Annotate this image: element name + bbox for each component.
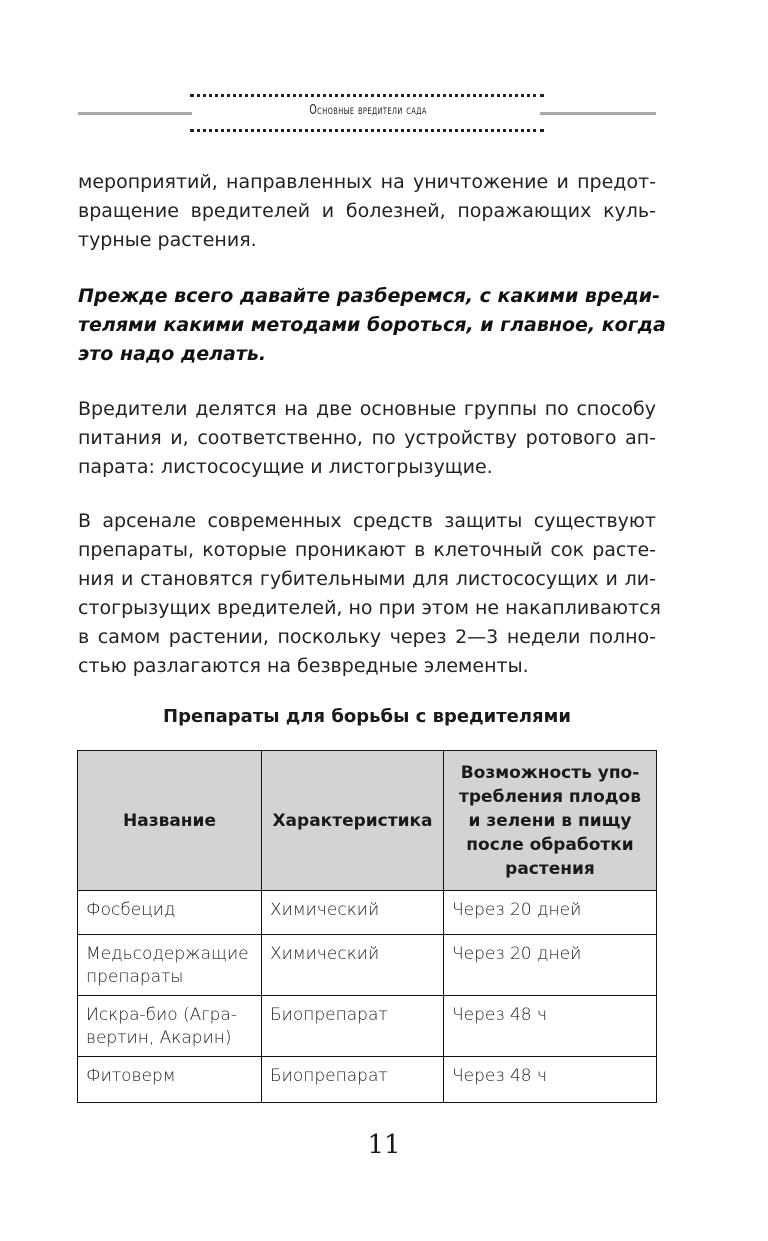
table-caption: Препараты для борьбы с вредителями [163, 706, 571, 727]
text-line: Прежде всего давайте разберемся, с какими вреди- [78, 285, 660, 307]
text-line: телями какими методами бороться, и главное, когда [78, 314, 666, 336]
text-line: питания и, соответственно, по устройству ротового ап- [78, 427, 656, 449]
cell-characteristic: Биопрепарат [262, 1057, 444, 1103]
header-dotted-line-bottom [190, 129, 544, 132]
cell-name: Медьсодержащие препараты [78, 935, 262, 996]
cell-characteristic: Биопрепарат [262, 996, 444, 1057]
cell-characteristic: Химический [262, 935, 444, 996]
text-line: В арсенале современных средств защиты существуют [78, 510, 656, 532]
text-line: это надо делать. [78, 343, 267, 365]
text-line: турные растения. [78, 229, 257, 251]
paragraph-pest-groups [78, 395, 656, 482]
paragraph-protection-means [78, 507, 661, 681]
table-row [78, 1057, 657, 1103]
cell-characteristic: Химический [262, 891, 444, 935]
cell-name: Фосбецид [78, 891, 262, 935]
header-rule-right [540, 112, 656, 115]
cell-consumption: Через 48 ч [444, 1057, 657, 1103]
column-header-consumption: Возможность упо- требления плодов и зелени в пищу после обработки растения [444, 751, 657, 891]
header-rule-left [78, 112, 192, 115]
text-line: Вредители делятся на две основные группы по способу [78, 398, 656, 420]
text-line: парата: листососущие и листогрызущие. [78, 456, 493, 478]
table-row [78, 891, 657, 935]
column-header-name: Название [78, 751, 262, 891]
text-line: ния и становятся губительными для листососущих и ли- [78, 568, 656, 590]
running-title: Основные вредители сада [309, 103, 427, 118]
cell-name: Фитоверм [78, 1057, 262, 1103]
table-row [78, 996, 657, 1057]
page-number: 11 [367, 1130, 401, 1160]
text-line: препараты, которые проникают в клеточный сок расте- [78, 539, 656, 561]
text-line: вращение вредителей и болезней, поражающих куль- [78, 200, 656, 222]
text-line: стью разлагаются на безвредные элементы. [78, 655, 529, 677]
paragraph-continuation [78, 168, 656, 255]
table-row [78, 935, 657, 996]
text-line: мероприятий, направленных на уничтожение и предот- [78, 171, 656, 193]
header-dotted-line-top [190, 94, 544, 97]
column-header-characteristic: Характеристика [262, 751, 444, 891]
emphasis-paragraph [78, 282, 666, 369]
running-header [78, 82, 656, 138]
text-line: в самом растении, поскольку через 2—3 недели полно- [78, 626, 656, 648]
cell-name: Искра-био (Агра-вертин, Акарин) [78, 996, 262, 1057]
cell-consumption: Через 48 ч [444, 996, 657, 1057]
pest-control-table [77, 750, 657, 1103]
text-line: стогрызущих вредителей, но при этом не накапливаются [78, 597, 661, 619]
cell-consumption: Через 20 дней [444, 935, 657, 996]
table-header-row [78, 751, 657, 891]
cell-consumption: Через 20 дней [444, 891, 657, 935]
